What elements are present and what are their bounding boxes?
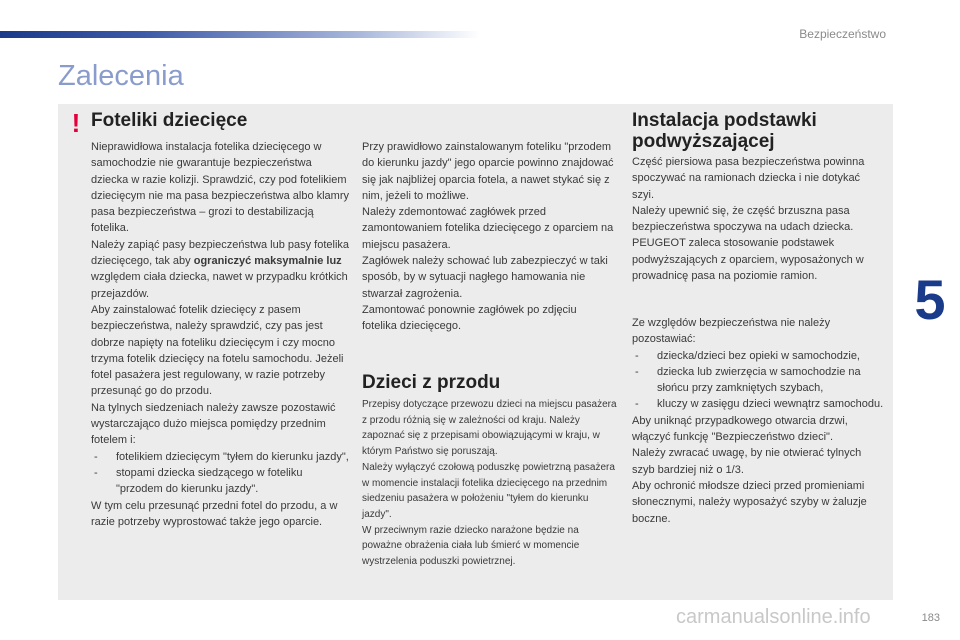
- list-item: - dziecka lub zwierzęcia w samochodzie na słońcu przy zamkniętych szybach,: [632, 364, 884, 397]
- paragraph: PEUGEOT zaleca stosowanie podstawek podwyższających z oparciem, wyposażonych w prowadnicę pasa na poziomie ramion.: [632, 237, 864, 283]
- page-title: Zalecenia: [58, 60, 184, 92]
- heading-child-seats: Foteliki dziecięce: [91, 110, 248, 131]
- paragraph: Ze względów bezpieczeństwa nie należy pozostawiać:: [632, 317, 831, 346]
- list-item: - kluczy w zasięgu dzieci wewnątrz samochodu.: [632, 396, 884, 412]
- paragraph: Należy zapiąć pasy bezpieczeństwa lub pasy fotelika dziecięcego, tak aby ograniczyć maksymalnie luz względem ciała dziecka, nawet w przypadku krótkich przejazdów.: [91, 238, 350, 300]
- section-header: Bezpieczeństwo: [799, 27, 886, 41]
- page-number: 183: [921, 612, 940, 624]
- list-item: - stopami dziecka siedzącego w foteliku "przodem do kierunku jazdy".: [91, 465, 351, 498]
- paragraph: Należy zdemontować zagłówek przed zamontowaniem fotelika dziecięcego z oparciem na miejscu pasażera.: [362, 206, 614, 251]
- heading-children-front: Dzieci z przodu: [362, 372, 501, 393]
- column-booster-seat: [632, 154, 884, 284]
- paragraph: Należy upewnić się, że część brzuszna pasa bezpieczeństwa spoczywa na udach dziecka.: [632, 204, 854, 234]
- heading-booster-seat: Instalacja podstawki podwyższającej: [632, 110, 817, 152]
- paragraph: Na tylnych siedzeniach należy zawsze pozostawić wystarczająco dużo miejsca pomiędzy przednim fotelem i:: [91, 401, 336, 447]
- paragraph: Przepisy dotyczące przewozu dzieci na miejscu pasażera z przodu różnią się w zależności od kraju. Należy zapoznać się z przepisami obowiązującymi w kraju, w którym Państwo się poruszają.: [362, 399, 617, 458]
- paragraph: Aby ochronić młodsze dzieci przed promieniami słonecznymi, należy wyposażyć szyby w żaluzje boczne.: [632, 479, 867, 525]
- paragraph: Należy zwracać uwagę, by nie otwierać tylnych szyb bardziej niż o 1/3.: [632, 447, 862, 476]
- paragraph: Aby zainstalować fotelik dziecięcy z pasem bezpieczeństwa, należy sprawdzić, czy pas jest dobrze napięty na foteliku dziecięcym i czy mocno trzyma fotelik dziecięcy na fotelu samochodu. Jeżeli fotel pasażera jest regulowany, w razie potrzeby przesunąć go do przodu.: [91, 303, 344, 398]
- emphasis: ograniczyć maksymalnie luz: [193, 255, 342, 268]
- watermark: carmanualsonline.info: [676, 606, 871, 628]
- header-accent-bar: [0, 31, 480, 38]
- column-safety-rules: [632, 315, 884, 527]
- column-child-seats: [91, 139, 351, 530]
- chapter-number: 5: [914, 268, 946, 331]
- paragraph: Zamontować ponownie zagłówek po zdjęciu fotelika dziecięcego.: [362, 303, 577, 333]
- paragraph: Nieprawidłowa instalacja fotelika dziecięcego w samochodzie nie gwarantuje bezpieczeństwa dziecka w razie kolizji. Sprawdzić, czy pod fotelikiem dziecięcym nie ma pasa bezpieczeństwa albo klamry pasa bezpieczeństwa – grozi to destabilizacją fotelika.: [91, 141, 350, 235]
- paragraph: W przeciwnym razie dziecko narażone będzie na poważne obrażenia ciała lub śmierć w momencie wystrzelenia poduszki powietrznej.: [362, 524, 580, 568]
- warning-exclamation-icon: !: [71, 108, 81, 138]
- paragraph: Część piersiowa pasa bezpieczeństwa powinna spoczywać na ramionach dziecka i nie dotykać szyi.: [632, 156, 865, 201]
- paragraph: Aby uniknąć przypadkowego otwarcia drzwi, włączyć funkcję "Bezpieczeństwo dzieci".: [632, 414, 848, 444]
- list-item: - dziecka/dzieci bez opieki w samochodzie,: [632, 348, 884, 364]
- paragraph: W tym celu przesunąć przedni fotel do przodu, a w razie potrzeby wyprostować także jego oparcie.: [91, 499, 338, 528]
- column-children-front: [362, 397, 618, 570]
- column-headrest: [362, 139, 614, 335]
- list-item: - fotelikiem dziecięcym "tyłem do kierunku jazdy",: [91, 449, 351, 465]
- paragraph: Należy wyłączyć czołową poduszkę powietrzną pasażera w momencie instalacji fotelika dziecięcego na przednim siedzeniu pasażera w położeniu "tyłem do kierunku jazdy".: [362, 461, 615, 520]
- paragraph: Przy prawidłowo zainstalowanym foteliku "przodem do kierunku jazdy" jego oparcie powinno znajdować się jak najbliżej oparcia fotela, a nawet stykać się z nim, jeżeli to możliwe.: [362, 141, 614, 202]
- paragraph: Zagłówek należy schować lub zabezpieczyć w taki sposób, by w sytuacji nagłego hamowania nie stwarzał zagrożenia.: [362, 255, 608, 300]
